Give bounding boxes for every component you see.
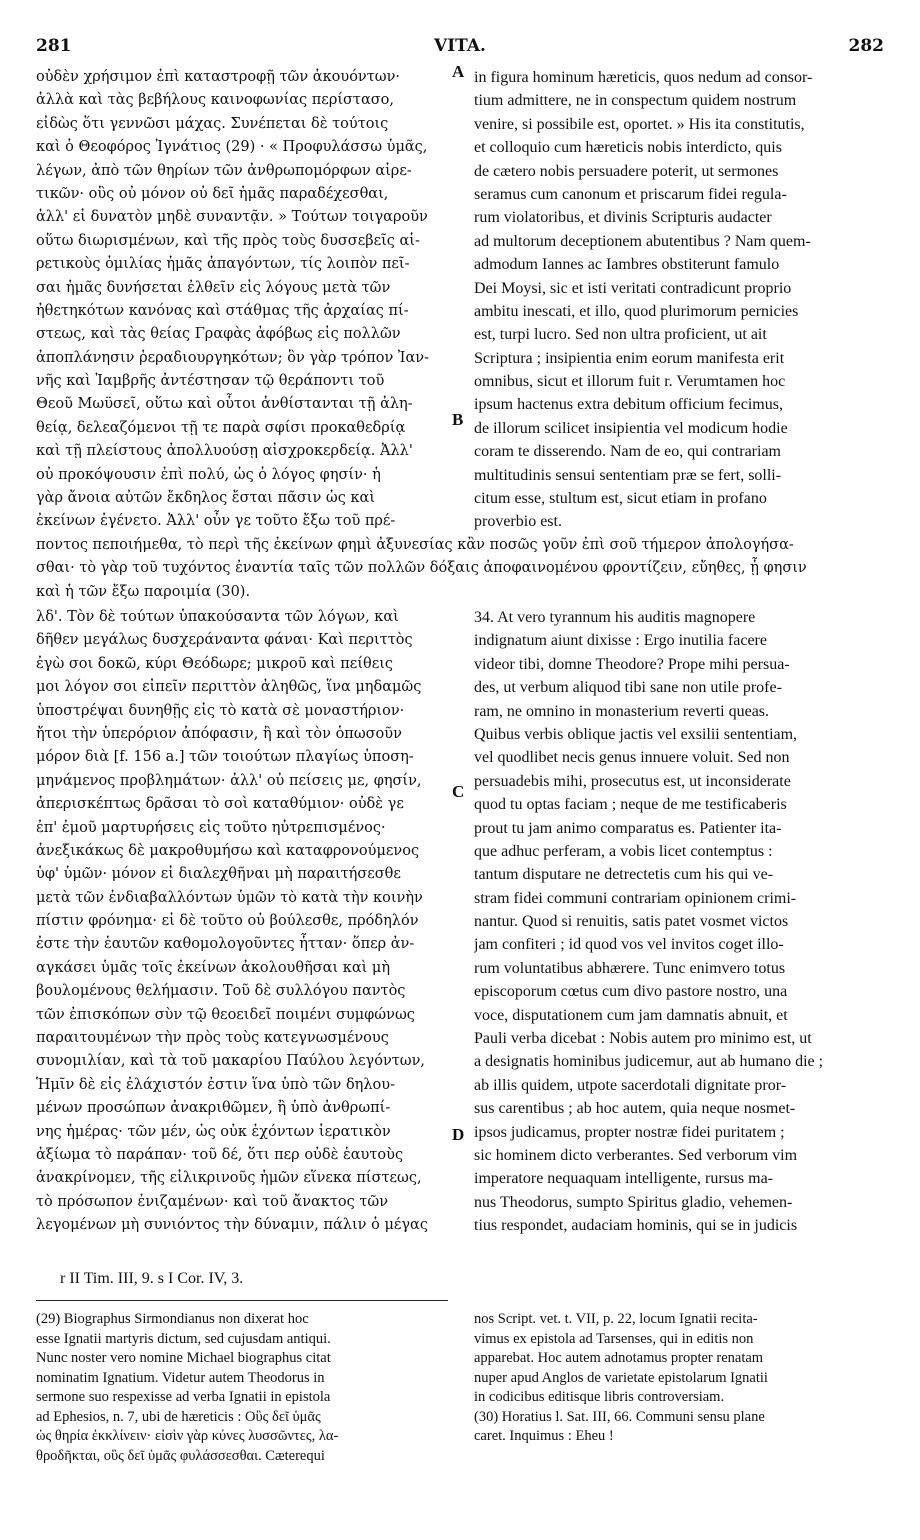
text-line: ambitu inescati, et illo, quod plurimorum pernicies: [474, 302, 799, 320]
text-line: ἐπ' ἐμοῦ μαρτυρήσεις εἰς τοῦτο ηὐτρεπισμένος·: [36, 819, 386, 836]
text-line: λέγων, ἀπὸ τῶν θηρίων τῶν ἀνθρωπομόρφων αἱρε-: [36, 162, 412, 179]
text-line: et colloquio cum hæreticis nobis interdicto, quis: [474, 139, 782, 157]
text-line: sus carentibus ; ab hoc autem, quia neque nosmet-: [474, 1100, 796, 1118]
text-line: in figura hominum hæreticis, quos nedum ad consor-: [474, 69, 813, 86]
text-line: esse Ignatii martyris dictum, sed cujusdam antiqui.: [36, 1330, 331, 1347]
text-line: ἐστε τὴν ἑαυτῶν καθομολογοῦντες ἧτταν· ὅπερ ἀν-: [36, 936, 415, 953]
text-line: sic hominem dicto verberantes. Sed verborum vim: [474, 1146, 798, 1164]
text-line: jam confiteri ; id quod vos vel invitos coget illo-: [474, 936, 784, 954]
greek-full-width: [36, 534, 886, 604]
scripture-references: r II Tim. III, 9. s I Cor. IV, 3.: [60, 1270, 244, 1287]
text-line: ad multorum deceptionem abutentibus ? Nam quem-: [474, 232, 811, 250]
text-line: de illorum scilicet insipientia vel modicum hodie: [474, 419, 788, 437]
greek-column-bottom: [36, 606, 448, 1238]
text-line: ἤτοι τὴν ὑπερόριον ἀπόφασιν, ἢ καὶ τὸν ὁπωσοῦν: [36, 725, 402, 742]
text-line: ὡς θηρία ἐκκλίνειν· εἰσὶν γὰρ κύνες λυσσῶντες, λα-: [36, 1428, 339, 1444]
text-line: nus Theodorus, sumpto Spiritus gladio, vehemen-: [474, 1193, 793, 1211]
text-line: μετὰ τῶν ἐνδιαβαλλόντων ὑμῶν τὸ κατὰ τὴν κοινὴν: [36, 889, 423, 906]
text-line: τὸ πρόσωπον ἐνιζαμένων· καὶ τοῦ ἄνακτος τῶν: [36, 1193, 389, 1210]
text-line: tium admittere, ne in conspectum quidem nostrum: [474, 92, 797, 110]
right-page-number: 282: [848, 36, 884, 56]
footnotes-right: [474, 1310, 884, 1447]
text-line: Nunc noster vero nomine Michael biographus citat: [36, 1350, 331, 1366]
text-line: rum violatoribus, et divinis Scripturis audacter: [474, 209, 772, 227]
text-line: οὐδὲν χρήσιμον ἐπὶ καταστροφῇ τῶν ἀκουόντων·: [36, 69, 401, 85]
text-line: γὰρ ἄνοια αὐτῶν ἔκδηλος ἔσται πᾶσιν ὡς καὶ: [36, 490, 376, 507]
text-line: Dei Moysi, sic et isti veritati contradicunt proprio: [474, 279, 792, 297]
text-line: Θεοῦ Μωϋσεῖ, οὕτω καὶ οὗτοι ἀνθίστανται τῇ ἀλη-: [36, 396, 413, 413]
text-line: τῶν ἐπισκόπων σὺν τῷ θεοειδεῖ ποιμένι συμφώνως: [36, 1006, 415, 1023]
text-line: seramus cum canonum et priscarum fidei regula-: [474, 185, 787, 203]
text-line: Scriptura ; insipientia enim eorum manifesta erit: [474, 349, 785, 367]
text-line: nominatim Ignatium. Videtur autem Theodorus in: [36, 1369, 325, 1386]
text-line: αγκάσει ὑμᾶς τοῖς ἐκείνων ἀκολουθῆσαι καὶ μὴ: [36, 959, 391, 976]
text-line: στεως, καὶ τὰς θείας Γραφὰς ἀφόβως εἰς πολλῶν: [36, 326, 401, 343]
text-line: συνομιλίαν, καὶ τὰ τοῦ μακαρίου Παύλου λεγόντων,: [36, 1053, 426, 1070]
footnote-rule: [36, 1300, 448, 1301]
text-line: δῆθεν μεγάλως δυσχεράναντα φάναι· Καὶ περιττὸς: [36, 632, 413, 649]
text-line: ὑφ' ὑμῶν· μόνον εἰ διαλεχθῆναι μὴ παραιτήσεσθε: [36, 866, 401, 883]
text-line: ab illis quidem, utpote sacerdotali dignitate pror-: [474, 1076, 787, 1094]
text-line: ἀλλ' εἰ δυνατὸν μηδὲ συναντᾷν. » Τούτων τοιγαροῦν: [36, 209, 428, 226]
text-line: quod tu optas faciam ; neque de me testificaberis: [474, 796, 787, 814]
text-line: a designatis hominibus judicemur, aut ab humano die ;: [474, 1053, 824, 1071]
text-line: tantum disputare ne detrectetis cum his qui ve-: [474, 866, 774, 884]
text-line: μηνάμενος προβλημάτων· ἀλλ' οὐ πείσεις με, φησίν,: [36, 772, 422, 789]
text-line: rum voluntatibus abhærere. Tunc enimvero totus: [474, 959, 786, 977]
text-line: ἀποπλάνησιν ῥεραδιουργηκότων; ὃν γὰρ τρόπον Ἰαν-: [36, 349, 429, 366]
text-line: Quibus verbis oblique jactis vel exsilii sententiam,: [474, 725, 798, 743]
text-line: νῆς καὶ Ἰαμβρῆς ἀντέστησαν τῷ θεράποντι τοῦ: [36, 373, 385, 390]
text-line: καὶ ἡ τῶν ἔξω παροιμία (30).: [36, 583, 251, 600]
text-line: que adhuc perferam, a vobis licet contemptus :: [474, 842, 773, 860]
text-line: (30) Horatius l. Sat. III, 66. Communi sensu plane: [474, 1408, 765, 1425]
text-line: οὐ προκόψουσιν ἐπὶ πολύ, ὡς ὁ λόγος φησίν· ἡ: [36, 466, 381, 483]
text-line: (29) Biographus Sirmondianus non dixerat hoc: [36, 1311, 309, 1327]
text-line: μοι λόγον σοι εἰπεῖν περιττὸν ἀληθῶς, ἵνα μηδαμῶς: [36, 679, 422, 696]
latin-column-bottom: [474, 606, 884, 1238]
margin-letter-b: B: [452, 410, 464, 429]
text-line: Pauli verba dicebat : Nobis autem pro minimo est, ut: [474, 1030, 812, 1048]
text-line: vimus ex epistola ad Tarsenses, qui in editis non: [474, 1330, 754, 1347]
margin-letter-c: C: [452, 782, 465, 801]
text-line: καὶ τῇ πλείστους ἀπολλυούσῃ αἰσχροκερδείᾳ. Ἀλλ': [36, 443, 413, 460]
text-line: persuadebis mihi, prosecutus est, ut inconsiderate: [474, 772, 791, 790]
text-line: ἐκείνων ἐγένετο. Ἀλλ' οὖν γε τοῦτο ἔξω τοῦ πρέ-: [36, 513, 396, 530]
greek-column-top: [36, 66, 448, 534]
text-line: prout tu jam animo comparatus es. Patienter ita-: [474, 819, 782, 837]
text-line: citum esse, stultum est, sicut etiam in profano: [474, 490, 767, 508]
text-line: λεγομένων μὴ συνιόντος τὴν δύναμιν, πάλιν ὁ μέγας: [36, 1217, 428, 1234]
footnotes-left: [36, 1310, 448, 1466]
text-line: ἠθετηκότων κανόνας καὶ στάθμας τῆς ἀρχαίας πί-: [36, 302, 409, 319]
text-line: proverbio est.: [474, 513, 562, 531]
text-line: λδ'. Τὸν δὲ τούτων ὑπακούσαντα τῶν λόγων, καὶ: [36, 609, 399, 625]
text-line: multitudinis sensui sententiam præ se fert, solli-: [474, 466, 782, 484]
left-page-number: 281: [36, 36, 72, 56]
text-line: tius respondet, audaciam hominis, qui se in judicis: [474, 1217, 798, 1235]
text-line: in codicibus editisque libris controversiam.: [474, 1389, 725, 1405]
text-line: ἀνακρίνομεν, τῆς εἰλικρινοῦς ἡμῶν εἵνεκα πίστεως,: [36, 1170, 422, 1187]
text-line: venire, si possibile est, oportet. » His ita constitutis,: [474, 115, 805, 133]
running-title: VITA.: [434, 36, 486, 56]
text-line: θείᾳ, δελεαζόμενοι τῇ τε παρὰ σφίσι προκαθεδρίᾳ: [36, 419, 406, 436]
latin-column-top: [474, 66, 884, 534]
text-line: 34. At vero tyrannum his auditis magnopere: [474, 609, 756, 626]
text-line: ἀλλὰ καὶ τὰς βεβήλους καινοφωνίας περίστασο,: [36, 92, 394, 109]
text-line: καὶ ὁ Θεοφόρος Ἰγνάτιος (29) · « Προφυλάσσω ὑμᾶς,: [36, 139, 428, 156]
text-line: indignatum aiunt dixisse : Ergo inutilia facere: [474, 632, 767, 650]
text-line: θροδῆκται, οὓς δεῖ ὑμᾶς φυλάσσεσθαι. Cæterequi: [36, 1447, 325, 1464]
text-line: ipsum hactenus extra debitum officium fecimus,: [474, 396, 783, 414]
text-line: ram, ne omnino in monasterium reverti queas.: [474, 702, 770, 720]
text-line: οὕτω διωρισμένων, καὶ τῆς πρὸς τοὺς δυσσεβεῖς αἱ-: [36, 232, 420, 249]
text-line: ipsos judicamus, propter nostræ fidei puritatem ;: [474, 1123, 785, 1141]
text-line: ὑποστρέψαι δυνηθῇς εἰς τὸ κατὰ σὲ μοναστήριον·: [36, 702, 405, 719]
text-line: sermone suo respexisse ad verba Ignatii in epistola: [36, 1389, 331, 1405]
text-line: omnibus, sicut et illorum fuit r. Verumtamen hoc: [474, 373, 786, 391]
text-line: ποντος πεποιήμεθα, τὸ περὶ τῆς ἐκείνων φημὶ ἀξυνεσίας κἂν ποσῶς γοῦν ἐπὶ σοῦ τήμερον ἀπολογήσα-: [36, 537, 794, 553]
text-line: εἰδὼς ὅτι γεννῶσι μάχας. Συνέπεται δὲ τούτοις: [36, 115, 389, 132]
text-line: apparebat. Hoc autem adnotamus propter renatam: [474, 1350, 764, 1366]
text-line: voce, disputationem cum jam damnatis abnuit, et: [474, 1006, 788, 1024]
text-line: est, turpi lucro. Sed non ultra proficient, ut ait: [474, 326, 767, 344]
text-line: Ἡμῖν δὲ εἰς ἐλάχιστόν ἐστιν ἵνα ὑπὸ τῶν δηλου-: [36, 1076, 395, 1093]
text-line: πίστιν φρόνημα· εἰ δὲ τοῦτο οὐ βούλεσθε, πρόδηλόν: [36, 913, 419, 930]
text-line: ἐγὼ σοι δοκῶ, κύρι Θεόδωρε; μικροῦ καὶ πείθεις: [36, 655, 394, 672]
text-line: vel quodlibet necis genus innuere voluit. Sed non: [474, 749, 790, 767]
text-line: παραιτουμένων τὴν πρὸς τοὺς κατεγνωσμένους: [36, 1030, 389, 1047]
text-line: nantur. Quod si renuitis, satis patet vosmet victos: [474, 913, 789, 931]
text-line: stram fidei communi contrariam opinionem crimi-: [474, 889, 797, 907]
text-line: βουλομένους θελήμασιν. Τοῦ δὲ συλλόγου παντὸς: [36, 983, 406, 1000]
text-line: ρετικοὺς ὁμιλίας ἡμᾶς ἀπαγόντων, τίς λοιπὸν πεῖ-: [36, 256, 410, 273]
text-line: nos Script. vet. t. VII, p. 22, locum Ignatii recita-: [474, 1311, 758, 1327]
text-line: τικῶν· οὓς οὐ μόνον οὐ δεῖ ἡμᾶς παραδέχεσθαι,: [36, 185, 389, 202]
text-line: coram te disserendo. Nam de eo, qui contrariam: [474, 443, 781, 461]
text-line: σαι ἡμᾶς δυνήσεται ἐλθεῖν εἰς λόγους μετὰ τῶν: [36, 279, 391, 296]
text-line: ἀνεξικάκως δὲ μακροθυμήσω καὶ καταφρονούμενος: [36, 842, 420, 859]
text-line: nuper apud Anglos de varietate epistolarum Ignatii: [474, 1369, 768, 1386]
text-line: caret. Inquimus : Eheu !: [474, 1428, 614, 1444]
text-line: νης ἡμέρας· τῶν μέν, ὡς οὐκ ἐχόντων ἱερατικὸν: [36, 1123, 391, 1140]
text-line: des, ut verbum aliquod tibi sane non utile profe-: [474, 679, 782, 697]
text-line: imperatore nequaquam intelligente, rursus ma-: [474, 1170, 774, 1188]
text-line: episcoporum cœtus cum divo pastore nostro, una: [474, 983, 788, 1001]
text-line: σθαι· τὸ γὰρ τοῦ τυχόντος ἐναντία ταῖς τῶν πολλῶν δόξαις ἀποφαινομένου φροντίζειν, εὔηθες, ᾗ φησιν: [36, 560, 807, 577]
text-line: μένων προσώπων ἀνακριθῶμεν, ἢ ὑπὸ ἀνθρωπί-: [36, 1100, 391, 1117]
text-line: de cætero nobis persuadere poterit, ut sermones: [474, 162, 779, 180]
text-line: μόρον διὰ [f. 156 a.] τῶν τοιούτων πλαγίως ὑποση-: [36, 749, 414, 766]
text-line: videor tibi, domne Theodore? Prope mihi persua-: [474, 655, 790, 673]
margin-letter-d: D: [452, 1125, 465, 1144]
text-line: ad Ephesios, n. 7, ubi de hæreticis : Οὓς δεῖ ὑμᾶς: [36, 1408, 321, 1425]
text-line: ἀπερισκέπτως δρᾶσαι τὸ σοὶ καταθύμιον· οὐδὲ γε: [36, 796, 404, 813]
text-line: ἀξίωμα τὸ παράπαν· τοῦ δέ, ὅτι περ οὐδὲ ἑαυτοὺς: [36, 1146, 404, 1163]
margin-letter-a: A: [452, 62, 465, 81]
text-line: admodum Iannes ac Iambres obstiterunt famulo: [474, 256, 780, 274]
